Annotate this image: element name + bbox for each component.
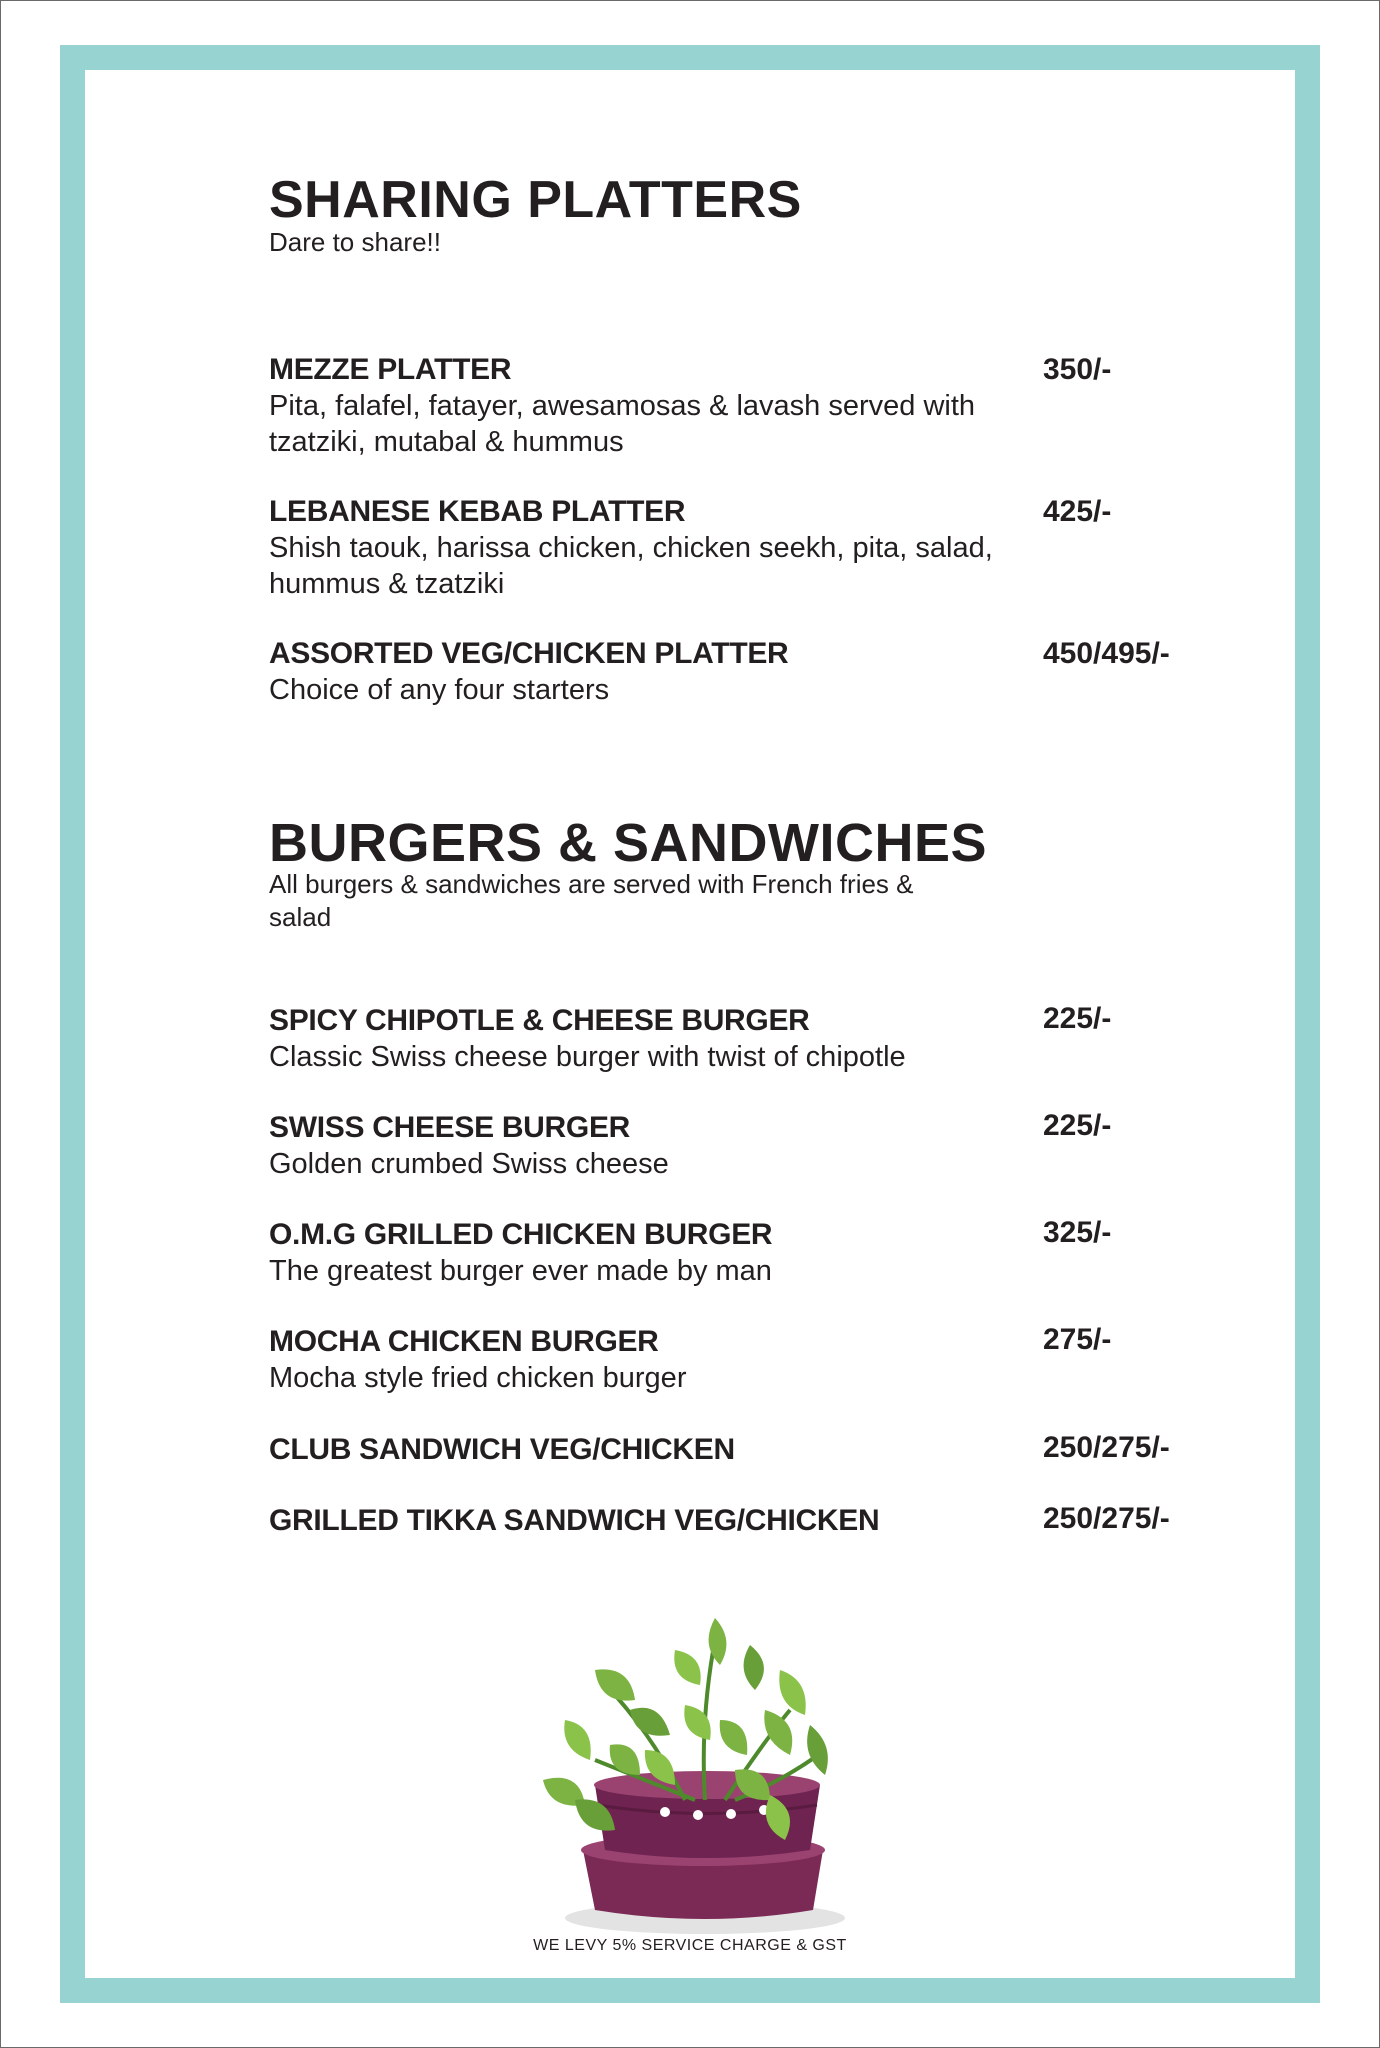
item-description: Golden crumbed Swiss cheese <box>269 1148 669 1180</box>
item-name: SWISS CHEESE BURGER <box>269 1111 631 1144</box>
item-name: O.M.G GRILLED CHICKEN BURGER <box>269 1218 773 1251</box>
item-price: 425/- <box>1043 495 1112 528</box>
item-price: 450/495/- <box>1043 637 1170 670</box>
potted-plant-icon <box>535 1610 845 1940</box>
item-price: 250/275/- <box>1043 1431 1170 1464</box>
item-name: LEBANESE KEBAB PLATTER <box>269 495 686 528</box>
item-name: ASSORTED VEG/CHICKEN PLATTER <box>269 637 789 670</box>
item-description: Mocha style fried chicken burger <box>269 1362 687 1394</box>
item-price: 225/- <box>1043 1002 1112 1035</box>
item-price: 225/- <box>1043 1109 1112 1142</box>
section-subtitle-sharing-platters: Dare to share!! <box>269 227 441 257</box>
item-name: MOCHA CHICKEN BURGER <box>269 1325 659 1358</box>
item-name: MEZZE PLATTER <box>269 353 512 386</box>
item-description: Choice of any four starters <box>269 674 610 706</box>
item-price: 275/- <box>1043 1323 1112 1356</box>
item-price: 350/- <box>1043 353 1112 386</box>
item-name: CLUB SANDWICH VEG/CHICKEN <box>269 1433 735 1466</box>
section-title-burgers-sandwiches: BURGERS & SANDWICHES <box>269 813 988 873</box>
item-name: SPICY CHIPOTLE & CHEESE BURGER <box>269 1004 810 1037</box>
item-description: The greatest burger ever made by man <box>269 1255 772 1287</box>
item-description: Pita, falafel, fatayer, awesamosas & lavash served with tzatziki, mutabal & hummus <box>269 390 976 458</box>
item-description: Shish taouk, harissa chicken, chicken seekh, pita, salad, hummus & tzatziki <box>269 532 993 600</box>
item-description: Classic Swiss cheese burger with twist of chipotle <box>269 1041 906 1073</box>
section-title-sharing-platters: SHARING PLATTERS <box>269 171 802 229</box>
footer-service-charge-note: WE LEVY 5% SERVICE CHARGE & GST <box>533 1937 847 1954</box>
item-price: 250/275/- <box>1043 1502 1170 1535</box>
item-price: 325/- <box>1043 1216 1112 1249</box>
item-name: GRILLED TIKKA SANDWICH VEG/CHICKEN <box>269 1504 880 1537</box>
section-subtitle-burgers-sandwiches: All burgers & sandwiches are served with French fries & salad <box>269 869 914 932</box>
